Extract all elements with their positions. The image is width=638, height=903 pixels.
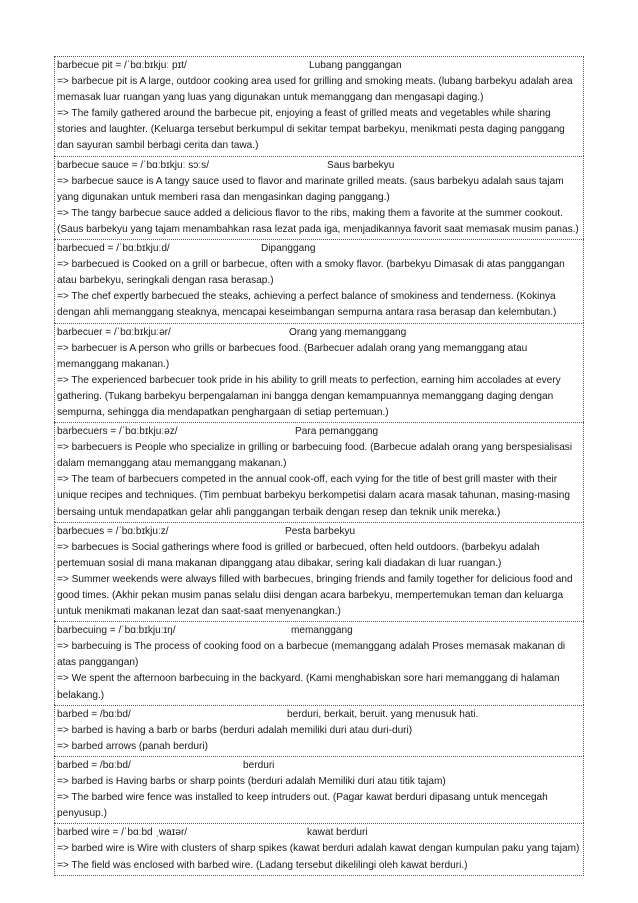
entry-header — [57, 524, 581, 540]
translation: Orang yang memanggang — [289, 326, 407, 338]
headword: barbecuers = /ˈbɑːbɪkjuːəz/ — [57, 426, 178, 438]
definition-line: => barbed is having a barb or barbs (berduri adalah memiliki duri atau duri-duri) — [57, 724, 413, 736]
translation: Para pemanggang — [295, 426, 379, 438]
headword: barbecuer = /ˈbɑːbɪkjuːər/ — [57, 326, 171, 338]
dictionary-entry — [54, 756, 584, 823]
dictionary-entry — [54, 823, 584, 875]
definition-line: => barbecue pit is A large, outdoor cooking area used for grilling and smoking meats. (lubang barbekyu adalah area memasak luar ruangan yang luas yang digunakan untuk memanggang dan mengasapi daging.) — [57, 76, 573, 104]
example-line: => Summer weekends were always filled with barbecues, bringing friends and family together for delicious food and good times. (Akhir pekan musim panas selalu diisi dengan acara barbekyu, mempertemukan teman dan keluarga untuk menikmati makanan lezat dan saat-saat menyenangkan.) — [57, 573, 573, 618]
entry-header — [57, 241, 581, 257]
example-line: => The tangy barbecue sauce added a delicious flavor to the ribs, making them a favorite at the summer cookout. (Saus barbekyu yang tajam menambahkan rasa lezat pada iga, menjadikannya favorit saat memasak musim panas.) — [57, 207, 579, 235]
entry-header — [57, 825, 581, 841]
example-line: => The field was enclosed with barbed wire. (Ladang tersebut dikelilingi oleh kawat berduri.) — [57, 859, 468, 871]
example-line: => The family gathered around the barbecue pit, enjoying a feast of grilled meats and vegetables while sharing stories and laughter. (Keluarga tersebut berkumpul di sekitar tempat barbekyu, menikmati pesta daging panggang dan sayuran sambil berbagi cerita dan tawa.) — [57, 108, 565, 152]
entry-header — [57, 325, 581, 341]
entry-header — [57, 707, 581, 723]
headword: barbed wire = /ˈbɑːbd ˌwaɪər/ — [57, 827, 188, 839]
translation: berduri, berkait, beruit. yang menusuk hati. — [287, 708, 479, 720]
headword: barbecuing = /ˈbɑːbɪkjuːɪŋ/ — [57, 625, 176, 637]
dictionary-entry — [54, 705, 584, 756]
definition-line: => barbecued is Cooked on a grill or barbecue, often with a smoky flavor. (barbekyu Dimasak di atas panggangan atau barbekyu, seringkali dengan rasa berasap.) — [57, 259, 565, 287]
translation: kawat berduri — [307, 827, 368, 839]
headword: barbecues = /ˈbɑːbɪkjuːz/ — [57, 525, 169, 537]
definition-line: => barbed is Having barbs or sharp points (berduri adalah Memiliki duri atau titik tajam) — [57, 776, 446, 788]
translation: Lubang panggangan — [309, 60, 402, 71]
translation: Saus barbekyu — [327, 159, 395, 171]
headword: barbed = /bɑːbd/ — [57, 759, 131, 771]
translation: memanggang — [291, 625, 353, 637]
example-line: => The team of barbecuers competed in the annual cook-off, each vying for the title of best grill master with their unique recipes and techniques. (Tim pembuat barbekyu berkompetisi dalam acara masak tahunan, masing-masing bersaing untuk mendapatkan gelar ahli panggangan terbaik dengan resep dan teknik unik mereka.) — [57, 474, 570, 518]
dictionary-entry — [54, 56, 584, 156]
definition-line: => barbecues is Social gatherings where food is grilled or barbecued, often held outdoors. (barbekyu adalah pertemuan sosial di mana makanan dipanggang atau dibakar, sering kali diadakan di luar ruangan.) — [57, 541, 540, 569]
example-line: => The experienced barbecuer took pride in his ability to grill meats to perfection, earning him accolades at every gathering. (Tukang barbekyu berpengalaman ini bangga dengan kemampuannya memanggang daging dengan sempurna, sehingga dia mendapatkan penghargaan di setiap pertemuan.) — [57, 374, 561, 418]
headword: barbed = /bɑːbd/ — [57, 708, 131, 720]
translation: berduri — [243, 759, 275, 771]
headword: barbecue sauce = /ˈbɑːbɪkjuː sɔːs/ — [57, 159, 209, 171]
dictionary-entry — [54, 522, 584, 622]
dictionary-entry — [54, 621, 584, 704]
entry-header — [57, 424, 581, 440]
vocabulary-list — [54, 56, 584, 876]
definition-line: => barbecuers is People who specialize in grilling or barbecuing food. (Barbecue adalah orang yang berspesialisasi dalam memanggang atau memanggang makanan.) — [57, 442, 573, 470]
translation: Pesta barbekyu — [285, 525, 356, 537]
entry-header — [57, 58, 581, 74]
definition-line: => barbed wire is Wire with clusters of sharp spikes (kawat berduri adalah kawat dengan kumpulan paku yang tajam) — [57, 843, 580, 855]
example-line: => barbed arrows (panah berduri) — [57, 740, 208, 752]
dictionary-entry — [54, 156, 584, 239]
definition-line: => barbecuing is The process of cooking food on a barbecue (memanggang adalah Proses memasak makanan di atas panggangan) — [57, 641, 566, 669]
translation: Dipanggang — [261, 243, 316, 255]
headword: barbecued = /ˈbɑːbɪkjuːd/ — [57, 243, 170, 255]
example-line: => The barbed wire fence was installed to keep intruders out. (Pagar kawat berduri dipasang untuk mencegah penyusup.) — [57, 792, 548, 820]
dictionary-entry — [54, 323, 584, 423]
entry-header — [57, 623, 581, 639]
dictionary-entry — [54, 422, 584, 522]
entry-header — [57, 758, 581, 774]
headword: barbecue pit = /ˈbɑːbɪkjuː pɪt/ — [57, 60, 187, 71]
example-line: => We spent the afternoon barbecuing in the backyard. (Kami menghabiskan sore hari memanggang di halaman belakang.) — [57, 673, 560, 701]
entry-header — [57, 158, 581, 174]
dictionary-entry — [54, 239, 584, 322]
definition-line: => barbecue sauce is A tangy sauce used to flavor and marinate grilled meats. (saus barbekyu adalah saus tajam yang digunakan untuk memberi rasa dan mengasinkan daging panggang.) — [57, 175, 564, 203]
example-line: => The chef expertly barbecued the steaks, achieving a perfect balance of smokiness and tenderness. (Kokinya dengan ahli memanggang steaknya, mencapai keseimbangan sempurna antara rasa berasap dan kelembutan.) — [57, 291, 557, 319]
definition-line: => barbecuer is A person who grills or barbecues food. (Barbecuer adalah orang yang memanggang atau memanggang makanan.) — [57, 342, 528, 370]
